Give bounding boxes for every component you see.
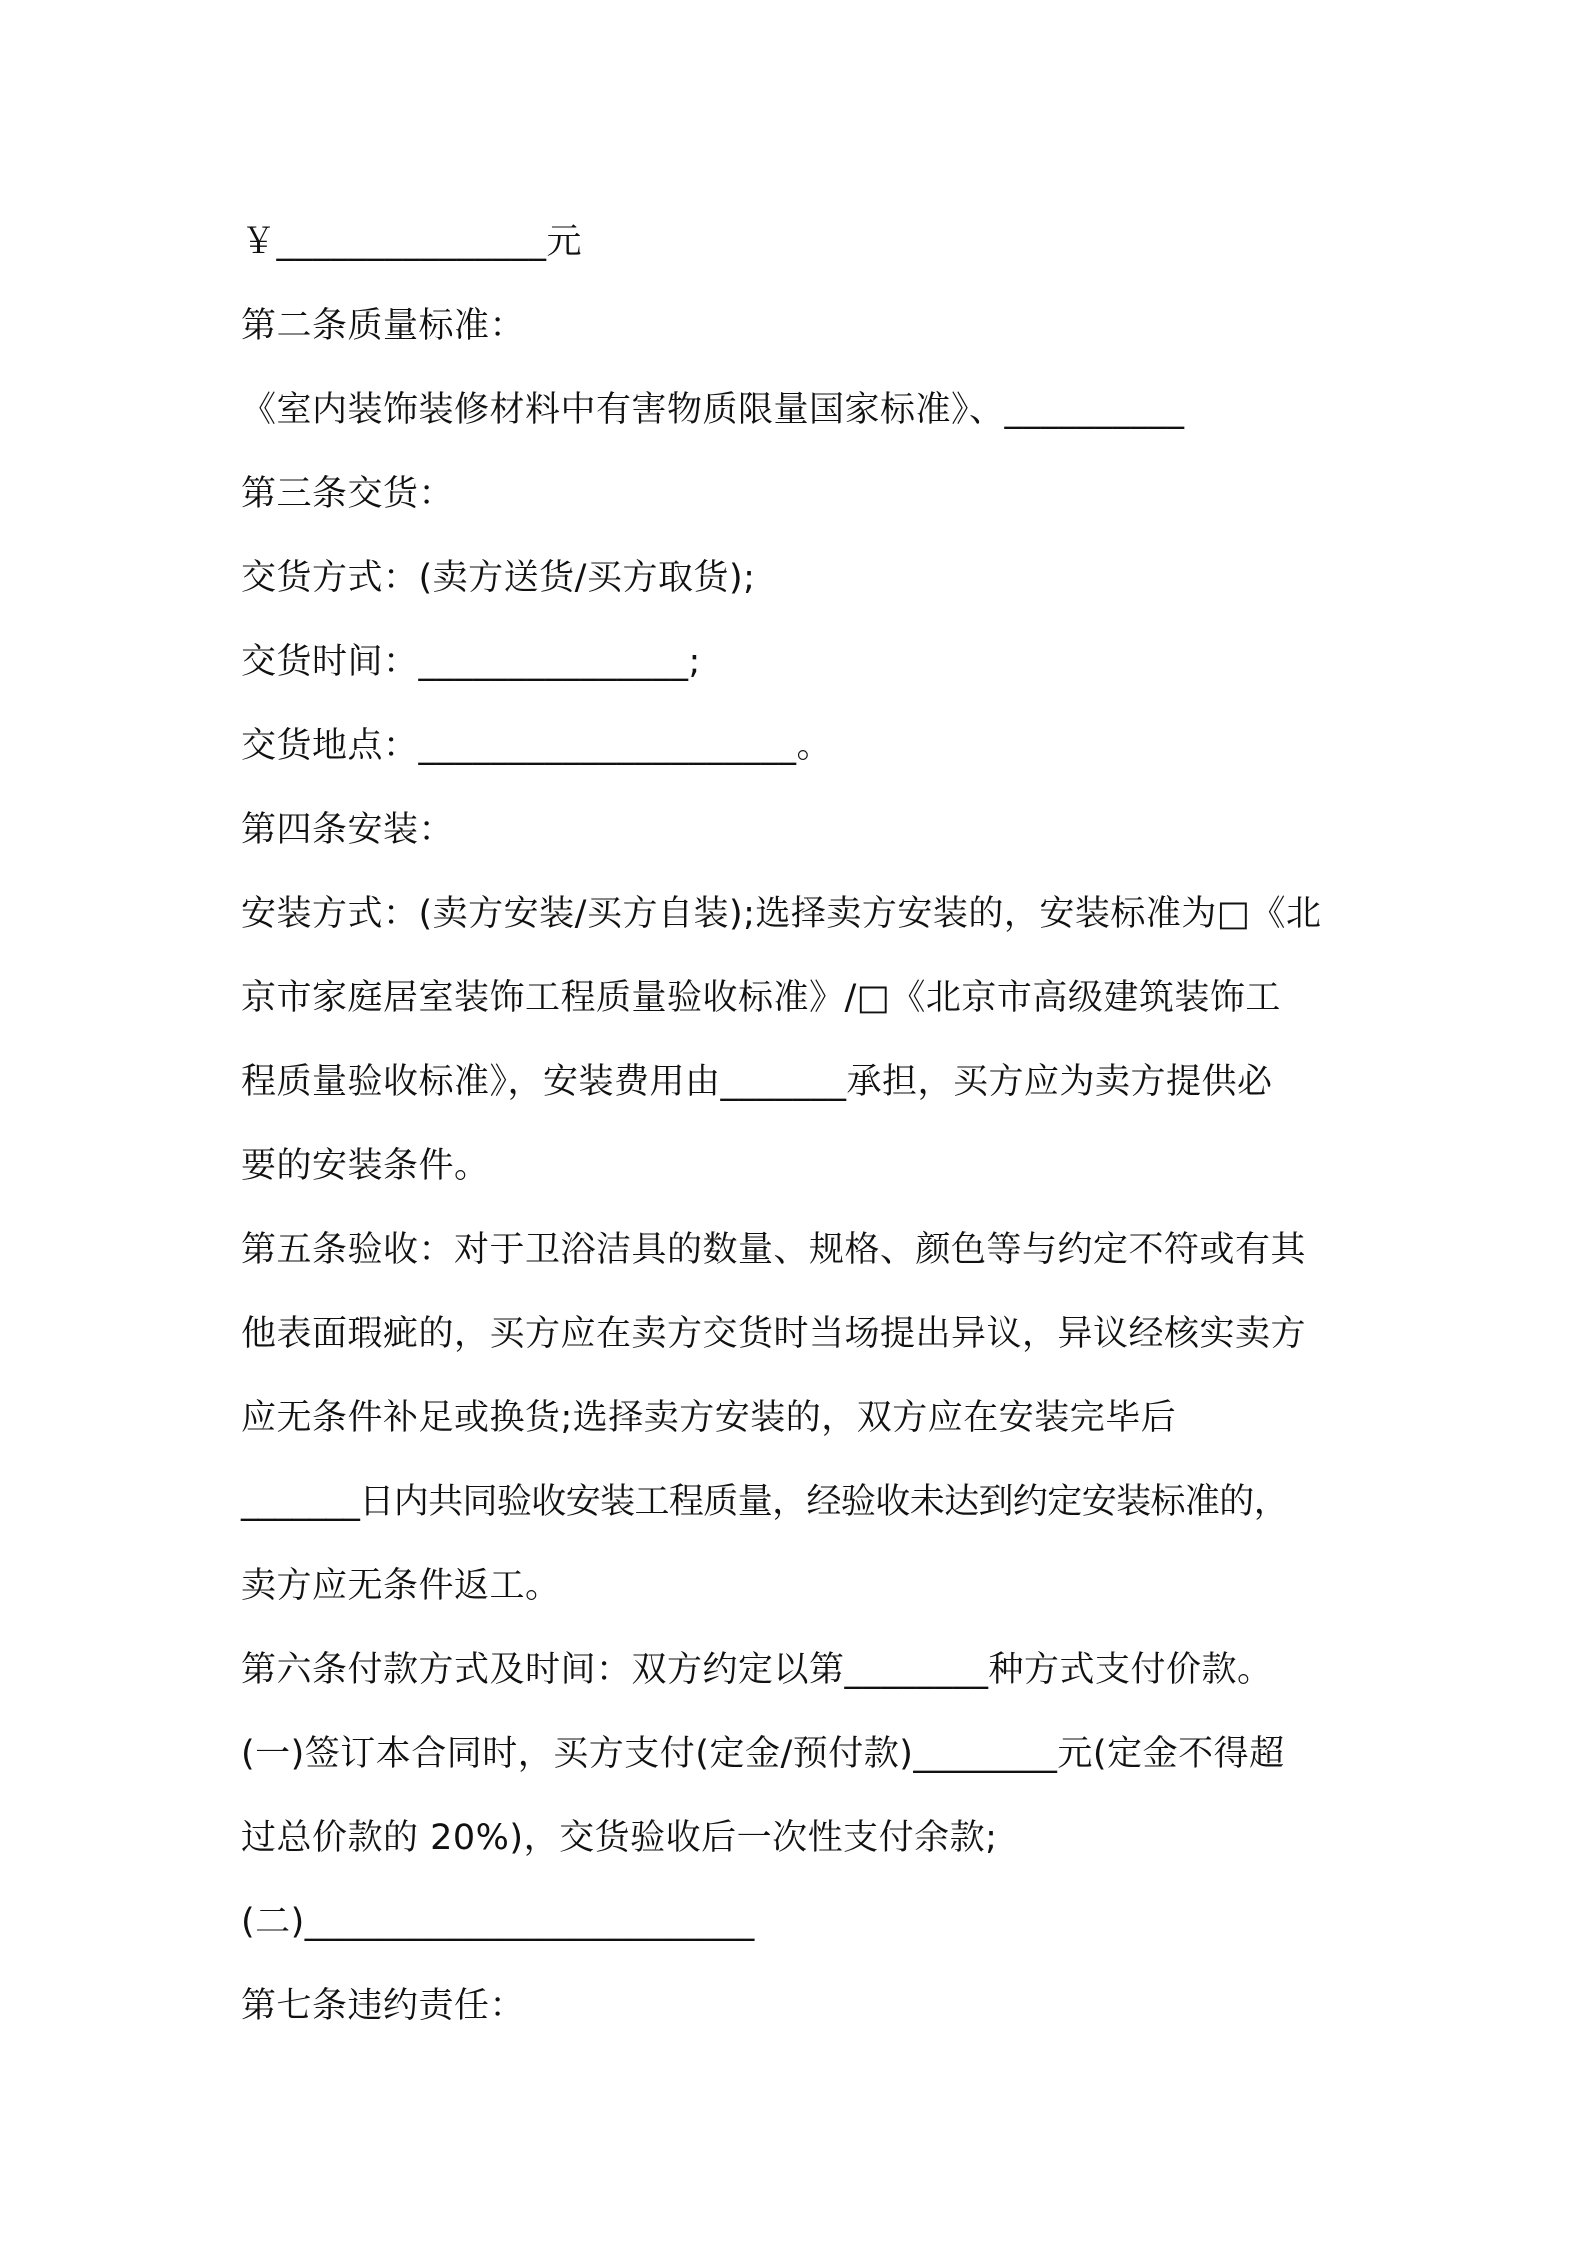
installation-line-1: 安装方式：(卖方安装/买方自装);选择卖方安装的，安装标准为□《北 — [241, 894, 1322, 934]
acceptance-line-3: 应无条件补足或换货;选择卖方安装的，双方应在安装完毕后 — [241, 1398, 1177, 1438]
delivery-place: 交货地点：_____________________。 — [241, 726, 833, 766]
article-2-standard: 《室内装饰装修材料中有害物质限量国家标准》、__________ — [241, 390, 1185, 430]
acceptance-line-1: 第五条验收：对于卫浴洁具的数量、规格、颜色等与约定不符或有其 — [241, 1230, 1307, 1270]
article-6-heading: 第六条付款方式及时间：双方约定以第________种方式支付价款。 — [241, 1650, 1273, 1690]
price-line: ￥_______________元 — [241, 222, 583, 262]
delivery-time: 交货时间：_______________; — [241, 642, 701, 682]
installation-line-3: 程质量验收标准》，安装费用由_______承担，买方应为卖方提供必 — [241, 1062, 1273, 1102]
contract-text — [241, 200, 1381, 2048]
acceptance-line-5: 卖方应无条件返工。 — [241, 1566, 561, 1606]
article-7-heading: 第七条违约责任： — [241, 1986, 526, 2026]
payment-option-2: (二)_________________________ — [241, 1902, 755, 1942]
installation-line-4: 要的安装条件。 — [241, 1146, 490, 1186]
payment-option-1-line-1: (一)签订本合同时，买方支付(定金/预付款)________元(定金不得超 — [241, 1734, 1285, 1774]
article-3-heading: 第三条交货： — [241, 474, 455, 514]
acceptance-line-4: _______日内共同验收安装工程质量，经验收未达到约定安装标准的， — [241, 1482, 1289, 1522]
installation-line-2: 京市家庭居室装饰工程质量验收标准》/□《北京市高级建筑装饰工 — [241, 978, 1281, 1018]
delivery-method: 交货方式：(卖方送货/买方取货); — [241, 558, 756, 598]
article-4-heading: 第四条安装： — [241, 810, 455, 850]
payment-option-1-line-2: 过总价款的 20%)，交货验收后一次性支付余款; — [241, 1818, 998, 1858]
acceptance-line-2: 他表面瑕疵的，买方应在卖方交货时当场提出异议，异议经核实卖方 — [241, 1314, 1307, 1354]
article-2-heading: 第二条质量标准： — [241, 306, 526, 346]
